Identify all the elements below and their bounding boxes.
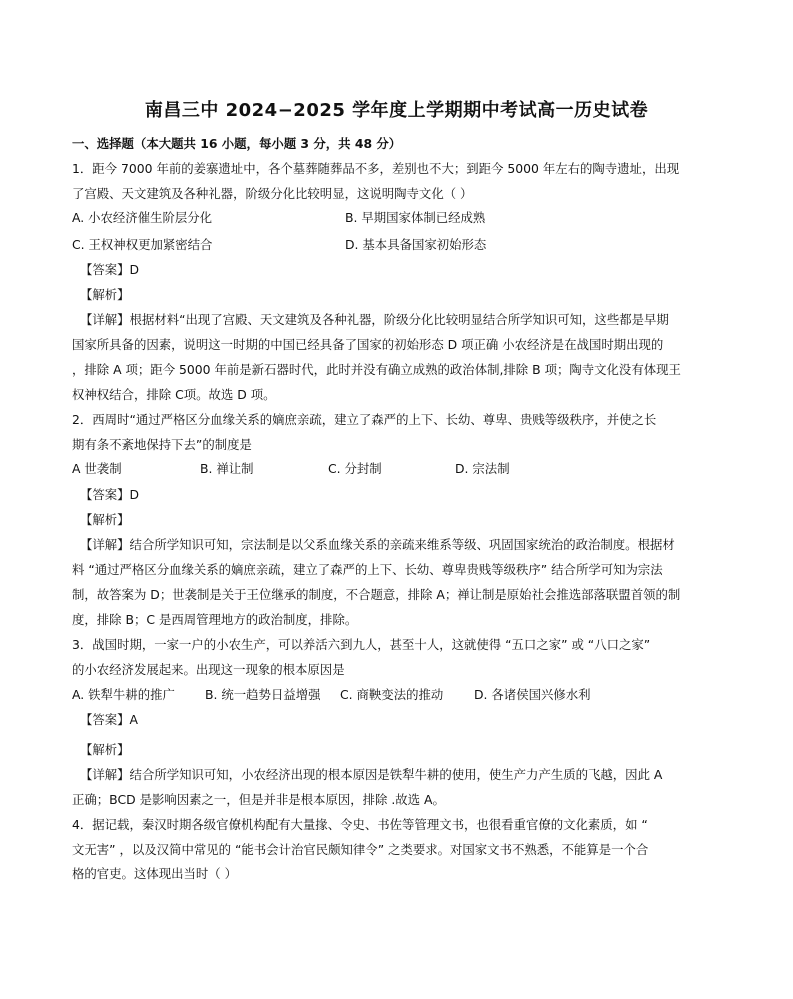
q4-stem-line3: 格的官吏。这体现出当时（ ） — [72, 866, 238, 881]
q1-detail-line4: 权神权结合，排除 C项。故选 D 项。 — [72, 387, 276, 402]
q1-detail-line3: ，排除 A 项；距今 5000 年前是新石器时代，此时并没有确立成熟的政治体制,排除 B 项；陶寺文化没有体现王 — [72, 362, 681, 377]
q4-stem-line1: 4．据记载，秦汉时期各级官僚机构配有大量掾、令史、书佐等管理文书，也很看重官僚的文化素质，如 “ — [72, 817, 648, 832]
q2-analysis-label: 【解析】 — [80, 512, 130, 527]
q2-option-c: C. 分封制 — [328, 461, 382, 476]
q1-detail-line2: 国家所具备的因素，说明这一时期的中国已经具备了国家的初始形态 D 项正确 小农经济是在战国时期出现的 — [72, 337, 664, 352]
q2-detail-line2: 料 “通过严格区分血缘关系的嫡庶亲疏，建立了森严的上下、长幼、尊卑贵贱等级秩序” 结合所学可知为宗法 — [72, 562, 663, 577]
q3-analysis-label: 【解析】 — [80, 742, 130, 757]
q1-option-d: D. 基本具备国家初始形态 — [345, 237, 487, 252]
q2-detail-line4: 度，排除 B；C 是西周管理地方的政治制度，排除。 — [72, 612, 358, 627]
q1-answer: 【答案】D — [80, 262, 140, 277]
q3-option-c: C. 商鞅变法的推动 — [340, 687, 444, 702]
section-heading: 一、选择题（本大题共 16 小题，每小题 3 分，共 48 分） — [72, 136, 402, 151]
q3-stem-line2: 的小农经济发展起来。出现这一现象的根本原因是 — [72, 662, 345, 677]
q1-option-b: B. 早期国家体制已经成熟 — [345, 210, 486, 225]
q2-option-b: B. 禅让制 — [200, 461, 254, 476]
exam-title: 南昌三中 2024−2025 学年度上学期期中考试高一历史试卷 — [144, 100, 649, 121]
q3-option-b: B. 统一趋势日益增强 — [205, 687, 321, 702]
q2-answer: 【答案】D — [80, 487, 140, 502]
q4-stem-line2: 文无害” ，以及汉简中常见的 “能书会计治官民颇知律令” 之类要求。对国家文书不熟悉，不能算是一个合 — [72, 842, 649, 857]
q2-detail-line3: 制，故答案为 D；世袭制是关于王位继承的制度，不合题意，排除 A；禅让制是原始社会推选部落联盟首领的制 — [72, 587, 681, 602]
q2-stem-line2: 期有条不紊地保持下去”的制度是 — [72, 437, 252, 452]
q3-answer: 【答案】A — [80, 712, 139, 727]
q1-detail-line1: 【详解】根据材料“出现了宫殿、天文建筑及各种礼器，阶级分化比较明显结合所学知识可知，这些都是早期 — [80, 312, 669, 327]
q3-option-a: A. 铁犁牛耕的推广 — [72, 687, 175, 702]
q2-detail-line1: 【详解】结合所学知识可知，宗法制是以父系血缘关系的亲疏来维系等级、巩固国家统治的政治制度。根据材 — [80, 537, 675, 552]
q1-analysis-label: 【解析】 — [80, 287, 130, 302]
q3-detail-line2: 正确；BCD 是影响因素之一，但是并非是根本原因，排除 .故选 A。 — [72, 792, 445, 807]
q2-option-d: D. 宗法制 — [455, 461, 510, 476]
q1-option-a: A. 小农经济催生阶层分化 — [72, 210, 213, 225]
q3-stem-line1: 3．战国时期，一家一户的小农生产，可以养活六到九人，甚至十人，这就使得 “五口之家” 或 “八口之家” — [72, 637, 651, 652]
q1-stem-line2: 了宫殿、天文建筑及各种礼器，阶级分化比较明显，这说明陶寺文化（ ） — [72, 186, 473, 201]
q2-option-a: A 世袭制 — [72, 461, 122, 476]
q1-stem-line1: 1．距今 7000 年前的姜寨遗址中，各个墓葬随葬品不多，差别也不大；到距今 5000 年左右的陶寺遗址，出现 — [72, 161, 680, 176]
q2-stem-line1: 2．西周时“通过严格区分血缘关系的嫡庶亲疏，建立了森严的上下、长幼、尊卑、贵贱等级秩序，并使之长 — [72, 412, 657, 427]
q3-option-d: D. 各诸侯国兴修水利 — [474, 687, 591, 702]
q3-detail-line1: 【详解】结合所学知识可知，小农经济出现的根本原因是铁犁牛耕的使用，使生产力产生质的飞越，因此 A — [80, 767, 663, 782]
q1-option-c: C. 王权神权更加紧密结合 — [72, 237, 213, 252]
